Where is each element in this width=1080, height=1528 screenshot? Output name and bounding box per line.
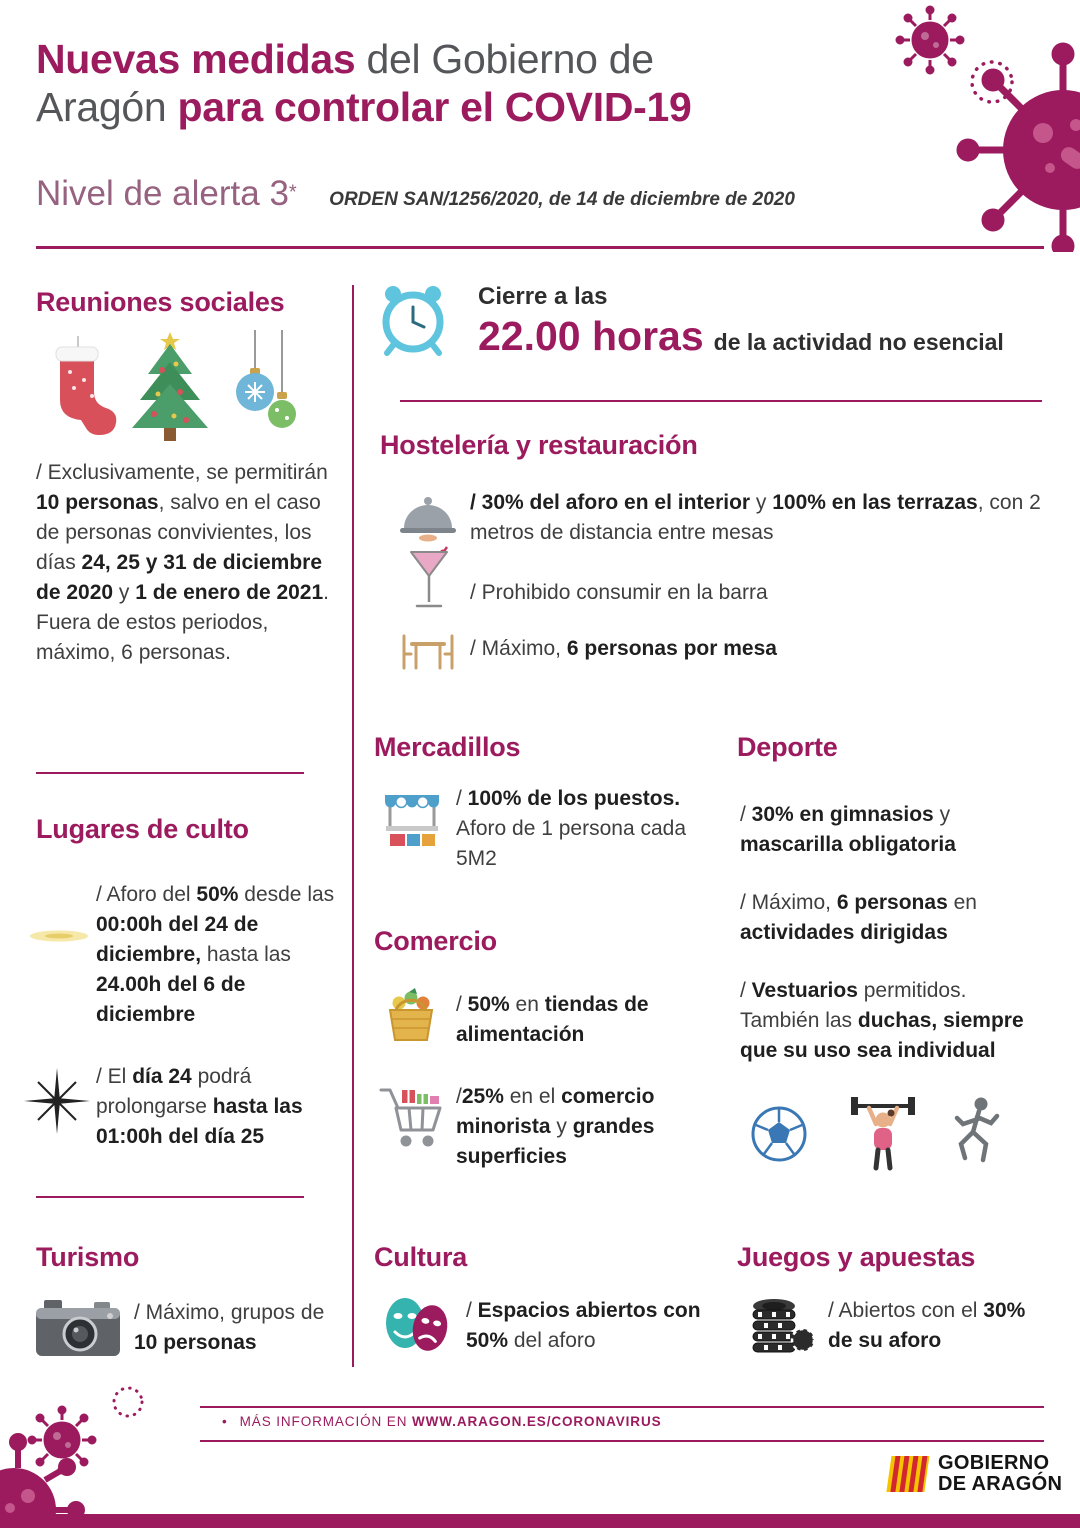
section-title-deporte: Deporte <box>737 732 838 762</box>
section-title-comercio: Comercio <box>374 926 497 956</box>
reuniones-body: / Exclusivamente, se permitirán 10 personas, salvo en el caso de personas convivientes, los días 24, 25 y 31 de diciembre de 2020 y 1 de enero de 2021. Fuera de estos periodos, máximo, 6 personas. <box>36 461 330 665</box>
culto-item-1: / Aforo del 50% desde las 00:00h del 24 de diciembre, hasta las 24.00h del 6 de diciembre <box>96 883 335 1027</box>
runner-icon <box>957 1098 997 1161</box>
alert-row <box>36 174 936 214</box>
cloche-icon <box>398 492 458 542</box>
alert-level: Nivel de alerta 3 <box>36 174 289 213</box>
closure-time: 22.00 horas <box>478 313 704 359</box>
hosteleria-item-1: / 30% del aforo en el interior y 100% en las terrazas, con 2 metros de distancia entre mesas <box>470 491 1041 545</box>
table-chairs-icon <box>398 628 458 674</box>
closure-suffix: de la actividad no esencial <box>713 329 1004 355</box>
section-title-juegos: Juegos y apuestas <box>737 1242 976 1272</box>
cocktail-icon <box>408 546 452 612</box>
camera-icon <box>34 1294 122 1360</box>
football-icon <box>753 1108 805 1160</box>
section-title-hosteleria: Hostelería y restauración <box>380 430 698 460</box>
shopping-cart-icon <box>378 1082 446 1152</box>
logo-line1: GOBIERNO <box>938 1452 1050 1475</box>
deporte-item-1: / 30% en gimnasios y mascarilla obligatoria <box>740 803 956 857</box>
footer-info <box>222 1414 662 1429</box>
footer-rule-top <box>200 1406 1044 1408</box>
hosteleria-item-3: / Máximo, 6 personas por mesa <box>470 637 777 660</box>
poker-chips-icon <box>748 1292 816 1358</box>
footer-url: WWW.ARAGON.ES/CORONAVIRUS <box>412 1414 662 1429</box>
footer-rule-bottom <box>200 1440 1044 1442</box>
divider-left-2 <box>36 1196 304 1198</box>
deporte-item-3: / Vestuarios permitidos. También las duchas, siempre que su uso sea individual <box>740 979 1024 1063</box>
title-line2: Aragón para controlar el COVID-19 <box>36 83 692 130</box>
section-title-turismo: Turismo <box>36 1242 140 1272</box>
deporte-item-2: / Máximo, 6 personas en actividades dirigidas <box>740 891 977 945</box>
comercio-item-2: /25% en el comercio minorista y grandes superficies <box>456 1085 655 1169</box>
order-reference: ORDEN SAN/1256/2020, de 14 de diciembre de 2020 <box>329 189 795 210</box>
logo-line2: DE ARAGÓN <box>938 1473 1063 1495</box>
juegos-item: / Abiertos con el 30% de su aforo <box>828 1299 1026 1353</box>
turismo-item: / Máximo, grupos de 10 personas <box>134 1301 325 1355</box>
gobierno-aragon-logo <box>882 1452 1062 1496</box>
sports-icons <box>745 1092 1035 1176</box>
mercadillos-item: / 100% de los puestos. Aforo de 1 persona cada 5M2 <box>456 787 686 871</box>
cultura-item: / Espacios abiertos con 50% del aforo <box>466 1299 701 1353</box>
comercio-item-1: / 50% en tiendas de alimentación <box>456 993 649 1047</box>
weightlifter-icon <box>851 1097 915 1168</box>
stocking-icon <box>56 336 116 435</box>
market-stall-icon <box>382 790 442 852</box>
section-title-mercadillos: Mercadillos <box>374 732 521 762</box>
footer-info-prefix: MÁS INFORMACIÓN EN <box>239 1414 412 1429</box>
logo-text <box>938 1453 1062 1495</box>
footer-bullet: • <box>222 1414 228 1429</box>
star-icon <box>24 1068 90 1134</box>
section-title-cultura: Cultura <box>374 1242 468 1272</box>
alert-star: * <box>288 181 297 204</box>
grocery-basket-icon <box>382 986 440 1046</box>
title-line1: Nuevas medidas del Gobierno de <box>36 36 654 82</box>
christmas-icons <box>30 330 320 450</box>
divider-closure <box>400 400 1042 402</box>
vertical-divider <box>352 285 354 1367</box>
closure-line2 <box>478 313 1048 360</box>
closure-block <box>478 283 1048 360</box>
virus-decoration-bottom-left <box>0 1380 190 1516</box>
aragon-flag-icon <box>882 1452 930 1496</box>
theater-masks-icon <box>378 1292 456 1358</box>
culto-item-2: / El día 24 podrá prolongarse hasta las 01:00h del día 25 <box>96 1065 303 1149</box>
hosteleria-item-2: / Prohibido consumir en la barra <box>470 581 768 604</box>
glow-icon <box>28 928 90 944</box>
ornaments-icon <box>236 330 296 428</box>
main-title <box>36 36 896 132</box>
virus-decoration-top-right <box>878 0 1080 252</box>
closure-line1: Cierre a las <box>478 283 608 310</box>
bottom-color-bar <box>0 1514 1080 1528</box>
section-title-reuniones: Reuniones sociales <box>36 287 285 317</box>
christmas-tree-icon <box>132 332 208 441</box>
alarm-clock-icon <box>378 282 448 358</box>
divider-left-1 <box>36 772 304 774</box>
section-title-culto: Lugares de culto <box>36 814 249 844</box>
